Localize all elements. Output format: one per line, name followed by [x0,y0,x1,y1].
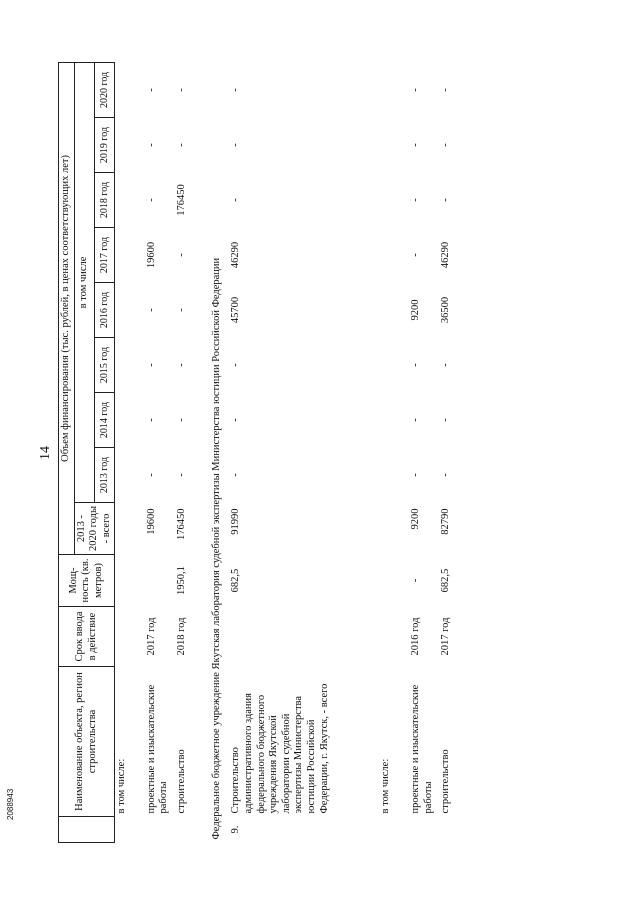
row-year-value: - [440,418,452,422]
row-total: 176450 [175,508,187,540]
row-year-value: - [175,363,187,367]
row-term [379,607,409,667]
header-term: Срок ввода в действие [59,607,115,667]
row-year-value [379,448,409,503]
row-year-value: 45700 [230,296,242,324]
row-year-value [115,62,145,117]
row-name: строительство [175,749,187,814]
row-year-value: - [440,198,452,202]
doc-id: 2088943 [6,788,15,820]
row-number [379,817,409,843]
table-body [115,62,470,842]
header-year: 2013 год [95,448,115,503]
table-header [59,62,115,842]
row-year-value: - [410,198,422,202]
row-year-value: - [175,473,187,477]
row-year-value [379,62,409,117]
row-year-value [115,173,145,228]
header-year: 2016 год [95,283,115,338]
row-total [379,503,409,555]
row-year-value: - [440,473,452,477]
row-year-value: 19600 [145,241,157,269]
row-year-value [115,338,145,393]
row-year-value [379,283,409,338]
row-year-value: - [440,363,452,367]
header-year: 2014 год [95,393,115,448]
table-row [145,62,175,842]
row-year-value [379,118,409,173]
header-capacity: Мощ-ность (кв. метров) [59,555,115,607]
row-year-value: - [230,473,242,477]
row-year-value: - [145,308,157,312]
row-year-value: - [175,143,187,147]
table-row [439,62,469,842]
row-year-value: - [230,363,242,367]
row-year-value: 36500 [440,296,452,324]
row-year-value [115,228,145,283]
row-number [145,817,175,843]
row-year-value [379,393,409,448]
row-year-value: - [410,88,422,92]
row-capacity: 1950,1 [175,566,187,595]
row-year-value: - [410,363,422,367]
row-capacity: - [410,578,422,583]
row-capacity [115,555,145,607]
row-year-value: - [145,143,157,147]
header-total: 2013 - 2020 годы - всего [74,503,115,555]
row-year-value: 46290 [230,241,242,269]
header-year: 2019 год [95,118,115,173]
row-year-value [115,118,145,173]
row-year-value: - [175,253,187,257]
row-year-value: - [145,363,157,367]
row-year-value: - [175,418,187,422]
row-year-value: - [230,198,242,202]
header-year: 2018 год [95,173,115,228]
row-name: Строительство административного здания федерального бюджетного учреждения Якутской лаборатории судебной экспертизы Министерства юстиции Российской Федерации, г. Якутск, - всего [230,683,330,814]
row-year-value: - [145,88,157,92]
row-year-value: - [230,418,242,422]
rotated-content [30,63,610,843]
row-year-value: - [230,88,242,92]
row-number: 9. [230,825,242,834]
table-row [115,62,145,842]
row-year-value: - [230,143,242,147]
row-total: 9200 [410,508,422,530]
row-number [115,817,145,843]
header-volume: Объем финансирования (тыс. рублей, в ценах соответствующих лет) [59,62,75,554]
row-year-value: 46290 [440,241,452,269]
row-name: в том числе: [380,758,392,814]
table-row [379,62,409,842]
header-number [59,817,115,843]
row-year-value: - [440,143,452,147]
header-year: 2015 год [95,338,115,393]
row-year-value: - [410,143,422,147]
row-capacity: 682,5 [230,568,242,593]
row-total: 91990 [230,508,242,535]
header-year: 2017 год [95,228,115,283]
row-year-value: - [440,88,452,92]
row-year-value [379,173,409,228]
row-name: проектные и изыскательские работы [145,684,170,814]
row-term: 2016 год [410,617,422,656]
row-year-value [115,393,145,448]
row-name: проектные и изыскательские работы [410,684,435,814]
row-year-value: - [410,473,422,477]
row-year-value [379,338,409,393]
row-year-value [115,283,145,338]
row-year-value: - [145,473,157,477]
row-number [439,817,469,843]
row-capacity: 682,5 [440,568,452,593]
table-row [175,62,205,842]
row-term: 2017 год [145,617,157,656]
row-capacity [379,555,409,607]
row-term [229,607,379,667]
row-term [115,607,145,667]
row-total: 19600 [145,508,157,535]
row-year-value: - [175,88,187,92]
row-total: 82790 [440,508,452,535]
row-term: 2017 год [440,617,452,656]
page-number: 14 [38,446,53,460]
section-title: Федеральное бюджетное учреждение Якутская лаборатория судебной экспертизы Министерства юстиции Российской Федерации [210,257,222,840]
row-capacity [145,555,175,607]
row-year-value [115,448,145,503]
header-year: 2020 год [95,62,115,117]
row-year-value [379,228,409,283]
row-name: в том числе: [116,758,128,814]
row-year-value: - [175,308,187,312]
table-row [409,62,439,842]
row-year-value: 9200 [410,299,422,321]
row-number [175,817,205,843]
row-name: строительство [440,749,452,814]
row-number [409,817,439,843]
financing-table [58,62,469,843]
row-year-value: - [410,253,422,257]
header-name: Наименование объекта, регион строительства [59,667,115,817]
table-row [229,62,379,842]
row-year-value: - [145,418,157,422]
header-inclusive: в том числе [74,62,95,502]
row-year-value: - [145,198,157,202]
row-year-value: 176450 [175,184,187,216]
section-row [205,62,230,842]
row-total [115,503,145,555]
row-year-value: - [410,418,422,422]
row-term: 2018 год [175,617,187,656]
